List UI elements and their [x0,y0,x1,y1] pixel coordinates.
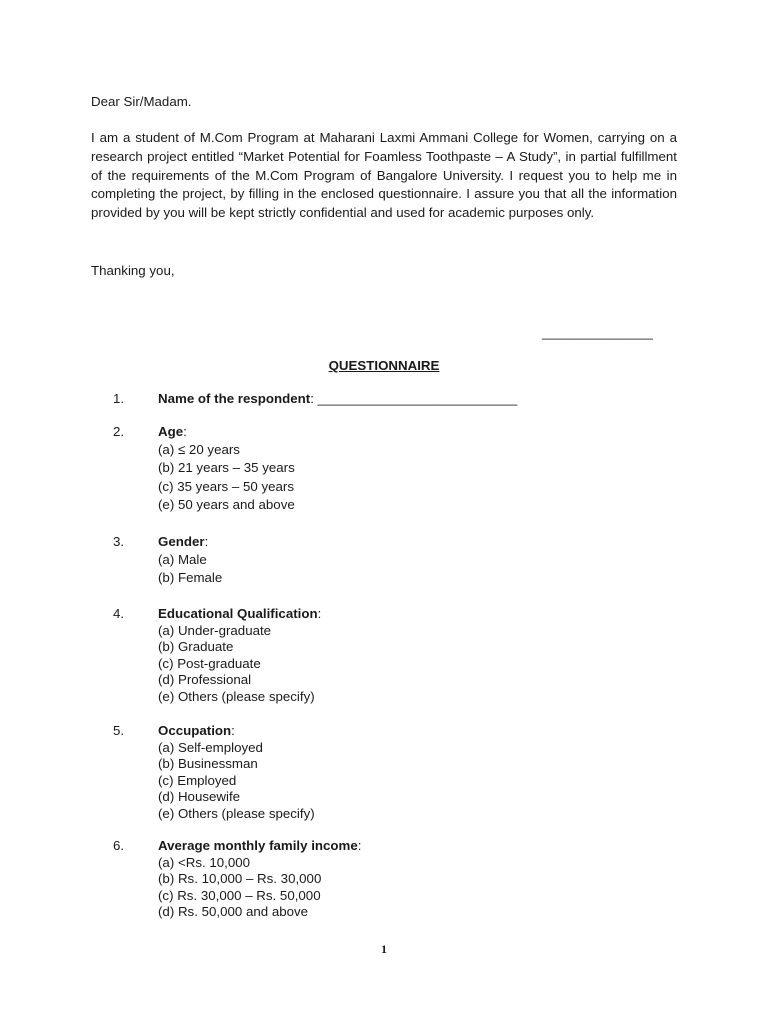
question-label [158,606,321,623]
option-item[interactable]: (b) Female [158,570,223,585]
label-colon: : [183,424,187,439]
label-colon: : [204,534,209,549]
option-item[interactable]: (a) ≤ 20 years [158,441,240,457]
option-item[interactable]: (a) Self-employed [158,739,263,755]
question-number: 1. [113,391,125,406]
option-item[interactable]: (c) Employed [158,772,237,788]
option-item[interactable]: (d) Housewife [158,789,241,804]
option-item[interactable]: (e) Others (please specify) [158,805,315,821]
question-number: 6. [113,838,125,853]
question-label [158,391,517,408]
option-item[interactable]: (d) Rs. 50,000 and above [158,904,309,919]
question-label [158,838,361,855]
salutation: Dear Sir/Madam. [91,94,192,109]
name-answer-line[interactable]: : ___________________________ [310,391,518,406]
option-list [158,855,361,921]
question-number: 5. [113,723,125,738]
question-label [158,534,222,551]
question-label [158,723,315,740]
option-item[interactable]: (b) Graduate [158,639,234,654]
option-item[interactable]: (e) Others (please specify) [158,688,315,704]
option-list [158,623,321,706]
option-item[interactable]: (b) 21 years – 35 years [158,460,295,475]
option-item[interactable]: (c) 35 years – 50 years [158,478,294,494]
option-item[interactable]: (c) Post-graduate [158,655,261,671]
option-list [158,551,222,588]
option-list [158,441,295,515]
option-item[interactable]: (a) Under-graduate [158,622,272,638]
signature-line: _______________ [542,325,653,340]
question-text: Average monthly family income [158,838,358,853]
question-text: Age [158,424,184,439]
closing-line: Thanking you, [91,263,175,278]
label-colon: : [317,606,322,621]
option-item[interactable]: (c) Rs. 30,000 – Rs. 50,000 [158,887,321,903]
option-item[interactable]: (a) Male [158,551,207,567]
question-number: 3. [113,534,125,549]
label-colon: : [357,838,362,853]
question-text: Educational Qualification [158,606,318,621]
option-item[interactable]: (b) Rs. 10,000 – Rs. 30,000 [158,871,322,886]
question-text: Name of the respondent [158,391,311,406]
question-text: Occupation [158,723,232,738]
option-list [158,740,315,823]
option-item[interactable]: (d) Professional [158,672,252,687]
option-item[interactable]: (b) Businessman [158,756,258,771]
option-item[interactable]: (a) <Rs. 10,000 [158,854,251,870]
questionnaire-title: QUESTIONNAIRE [328,358,440,373]
question-label [158,424,295,441]
cover-letter-paragraph: I am a student of M.Com Program at Maharani Laxmi Ammani College for Women, carrying on a research project entitled “Market Potential for Foamless Toothpaste – A Study”, in partial fulfillment of the requirements of the M.Com Program of Bangalore University. I request you to help me in completing the project, by filling in the enclosed questionnaire. I assure you that all the information provided by you will be kept strictly confidential and used for academic purposes only. [91,130,677,221]
question-text: Gender [158,534,205,549]
question-number: 4. [113,606,125,621]
page-number: 1 [381,942,387,956]
label-colon: : [231,723,235,738]
option-item[interactable]: (e) 50 years and above [158,497,295,512]
question-number: 2. [113,424,125,439]
